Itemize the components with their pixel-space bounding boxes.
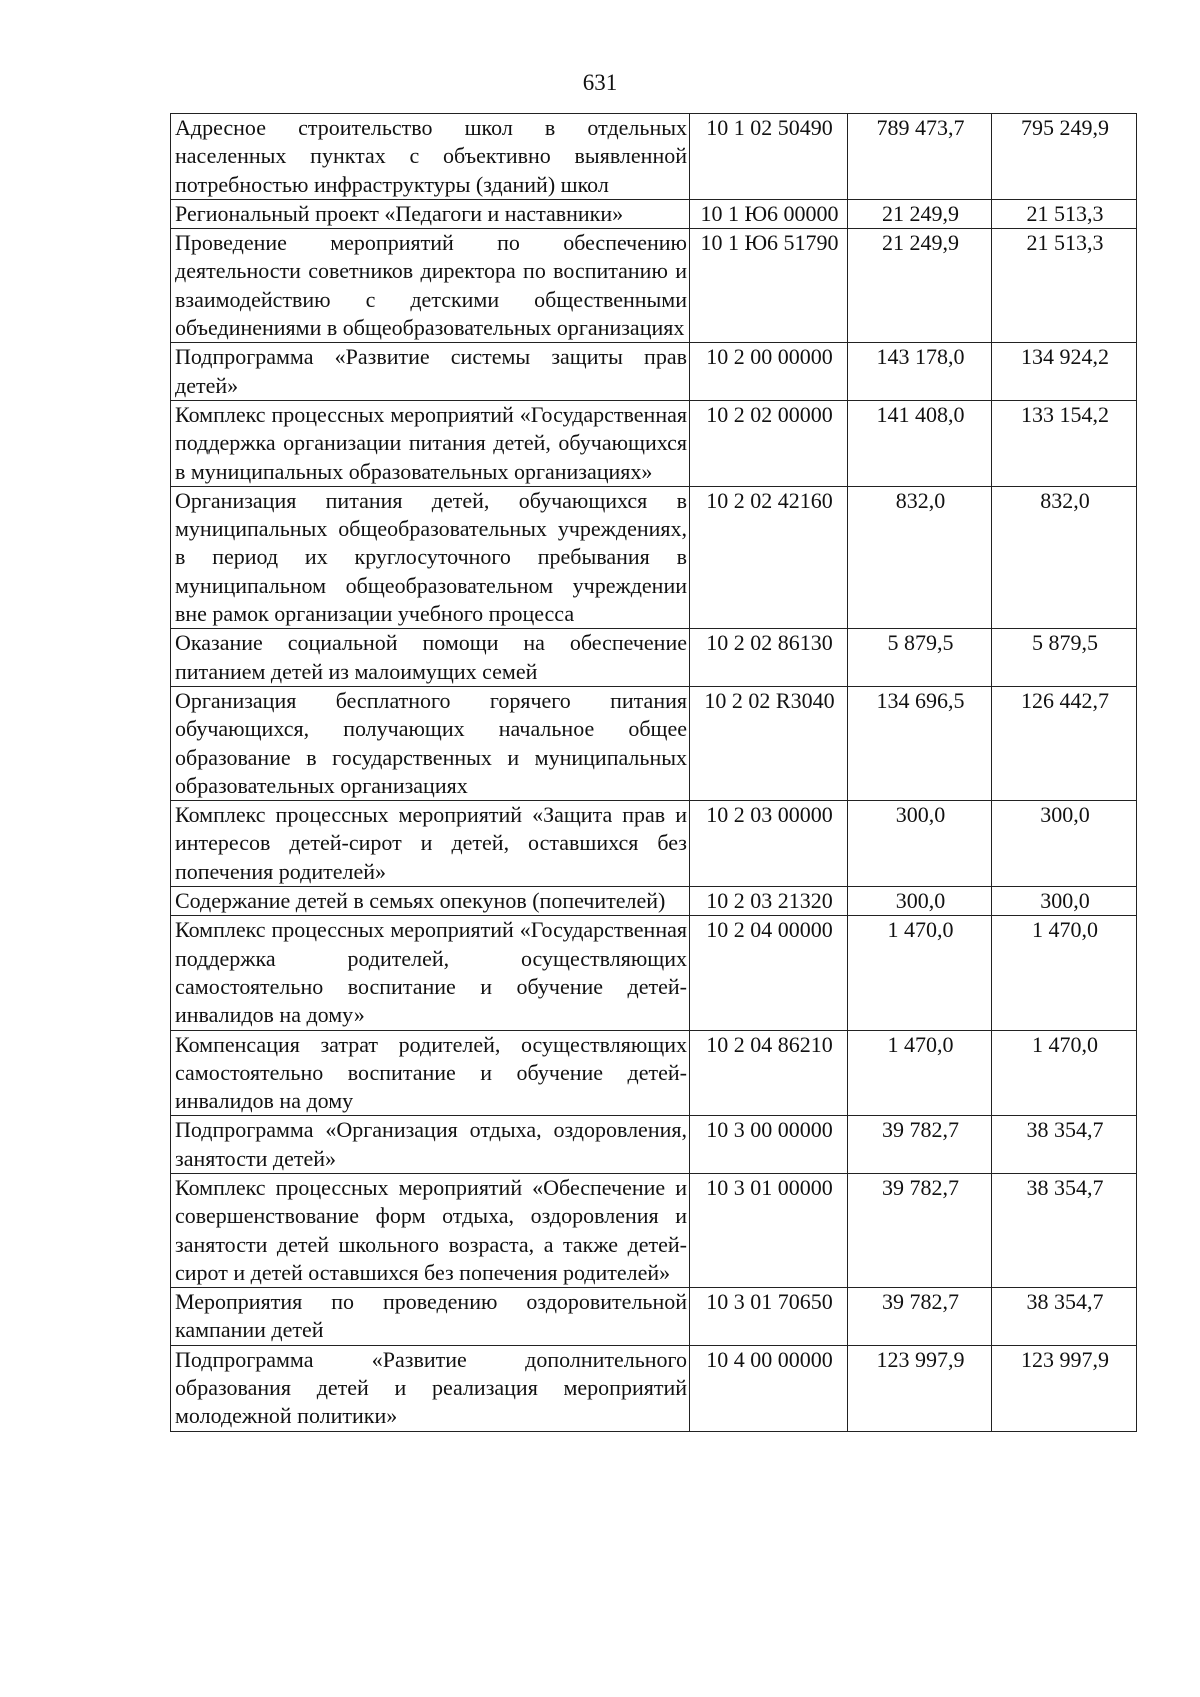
row-value-2-cell: 134 924,2 <box>992 343 1137 401</box>
row-value-1-cell: 21 249,9 <box>848 229 992 343</box>
row-name-cell: Подпрограмма «Организация отдыха, оздоровления, занятости детей» <box>171 1116 690 1174</box>
row-value-1-cell: 134 696,5 <box>848 686 992 800</box>
row-value-1-cell: 39 782,7 <box>848 1116 992 1174</box>
table-row <box>171 887 1137 916</box>
row-value-2-cell: 21 513,3 <box>992 199 1137 228</box>
row-name-cell: Организация питания детей, обучающихся в муниципальных общеобразовательных учреждениях, в период их круглосуточного пребывания в муниципальном общеобразовательном учреждении вне рамок организации учебного процесса <box>171 486 690 628</box>
row-value-1-cell: 123 997,9 <box>848 1345 992 1431</box>
table-row <box>171 1116 1137 1174</box>
table-row <box>171 1288 1137 1346</box>
row-value-2-cell: 38 354,7 <box>992 1288 1137 1346</box>
table-body <box>171 114 1137 1432</box>
row-name-cell: Региональный проект «Педагоги и наставники» <box>171 199 690 228</box>
row-value-1-cell: 832,0 <box>848 486 992 628</box>
row-value-2-cell: 123 997,9 <box>992 1345 1137 1431</box>
table-row <box>171 1030 1137 1116</box>
row-name-cell: Подпрограмма «Развитие системы защиты прав детей» <box>171 343 690 401</box>
budget-table <box>170 113 1137 1432</box>
row-value-2-cell: 1 470,0 <box>992 916 1137 1030</box>
row-value-2-cell: 126 442,7 <box>992 686 1137 800</box>
row-name-cell: Подпрограмма «Развитие дополнительного образования детей и реализация мероприятий молодежной политики» <box>171 1345 690 1431</box>
row-name-cell: Содержание детей в семьях опекунов (попечителей) <box>171 887 690 916</box>
row-value-1-cell: 1 470,0 <box>848 916 992 1030</box>
row-value-1-cell: 300,0 <box>848 801 992 887</box>
row-value-1-cell: 39 782,7 <box>848 1288 992 1346</box>
table-row <box>171 1345 1137 1431</box>
row-name-cell: Комплекс процессных мероприятий «Защита прав и интересов детей-сирот и детей, оставшихся без попечения родителей» <box>171 801 690 887</box>
row-code-cell: 10 1 02 50490 <box>690 114 848 200</box>
row-code-cell: 10 3 01 00000 <box>690 1173 848 1287</box>
table-row <box>171 629 1137 687</box>
table-row <box>171 801 1137 887</box>
page-number: 631 <box>582 70 618 95</box>
row-code-cell: 10 2 00 00000 <box>690 343 848 401</box>
row-code-cell: 10 4 00 00000 <box>690 1345 848 1431</box>
row-value-1-cell: 5 879,5 <box>848 629 992 687</box>
row-value-1-cell: 300,0 <box>848 887 992 916</box>
row-code-cell: 10 2 02 86130 <box>690 629 848 687</box>
row-value-2-cell: 133 154,2 <box>992 400 1137 486</box>
row-code-cell: 10 1 Ю6 00000 <box>690 199 848 228</box>
table-row <box>171 486 1137 628</box>
table-row <box>171 1173 1137 1287</box>
row-code-cell: 10 2 02 42160 <box>690 486 848 628</box>
row-value-2-cell: 832,0 <box>992 486 1137 628</box>
table-row <box>171 916 1137 1030</box>
row-value-2-cell: 1 470,0 <box>992 1030 1137 1116</box>
row-name-cell: Организация бесплатного горячего питания обучающихся, получающих начальное общее образование в государственных и муниципальных образовательных организациях <box>171 686 690 800</box>
table-row <box>171 229 1137 343</box>
row-value-2-cell: 21 513,3 <box>992 229 1137 343</box>
row-name-cell: Адресное строительство школ в отдельных населенных пунктах с объективно выявленной потребностью инфраструктуры (зданий) школ <box>171 114 690 200</box>
row-value-2-cell: 5 879,5 <box>992 629 1137 687</box>
row-code-cell: 10 2 04 00000 <box>690 916 848 1030</box>
row-value-2-cell: 300,0 <box>992 887 1137 916</box>
row-name-cell: Проведение мероприятий по обеспечению деятельности советников директора по воспитанию и взаимодействию с детскими общественными объединениями в общеобразовательных организациях <box>171 229 690 343</box>
row-name-cell: Комплекс процессных мероприятий «Государственная поддержка родителей, осуществляющих самостоятельно воспитание и обучение детей-инвалидов на дому» <box>171 916 690 1030</box>
row-code-cell: 10 2 04 86210 <box>690 1030 848 1116</box>
row-code-cell: 10 3 00 00000 <box>690 1116 848 1174</box>
row-code-cell: 10 2 03 21320 <box>690 887 848 916</box>
row-name-cell: Комплекс процессных мероприятий «Обеспечение и совершенствование форм отдыха, оздоровления и занятости детей школьного возраста, а также детей-сирот и детей оставшихся без попечения родителей» <box>171 1173 690 1287</box>
row-code-cell: 10 3 01 70650 <box>690 1288 848 1346</box>
row-code-cell: 10 2 03 00000 <box>690 801 848 887</box>
row-value-2-cell: 795 249,9 <box>992 114 1137 200</box>
row-code-cell: 10 2 02 R3040 <box>690 686 848 800</box>
table-row <box>171 686 1137 800</box>
row-name-cell: Мероприятия по проведению оздоровительной кампании детей <box>171 1288 690 1346</box>
row-name-cell: Оказание социальной помощи на обеспечение питанием детей из малоимущих семей <box>171 629 690 687</box>
table-row <box>171 343 1137 401</box>
row-code-cell: 10 1 Ю6 51790 <box>690 229 848 343</box>
row-value-1-cell: 39 782,7 <box>848 1173 992 1287</box>
row-code-cell: 10 2 02 00000 <box>690 400 848 486</box>
row-value-2-cell: 300,0 <box>992 801 1137 887</box>
table-row <box>171 199 1137 228</box>
table-row <box>171 400 1137 486</box>
row-value-1-cell: 789 473,7 <box>848 114 992 200</box>
row-value-2-cell: 38 354,7 <box>992 1116 1137 1174</box>
row-value-2-cell: 38 354,7 <box>992 1173 1137 1287</box>
row-name-cell: Комплекс процессных мероприятий «Государственная поддержка организации питания детей, обучающихся в муниципальных образовательных организациях» <box>171 400 690 486</box>
table-row <box>171 114 1137 200</box>
row-value-1-cell: 143 178,0 <box>848 343 992 401</box>
row-value-1-cell: 21 249,9 <box>848 199 992 228</box>
row-value-1-cell: 1 470,0 <box>848 1030 992 1116</box>
row-name-cell: Компенсация затрат родителей, осуществляющих самостоятельно воспитание и обучение детей-инвалидов на дому <box>171 1030 690 1116</box>
row-value-1-cell: 141 408,0 <box>848 400 992 486</box>
